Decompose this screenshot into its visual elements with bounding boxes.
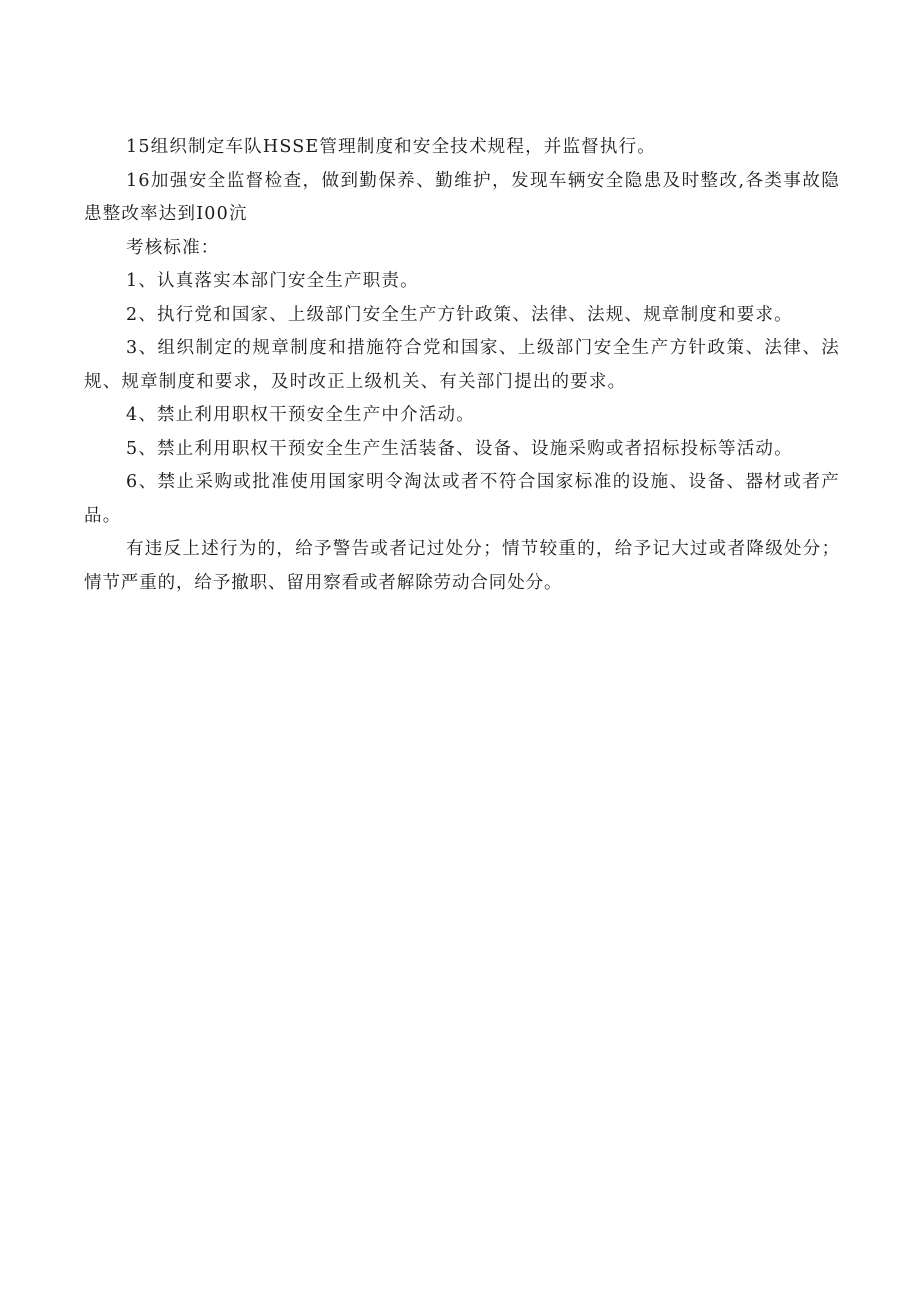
item-15: 15组织制定车队HSSE管理制度和安全技术规程，并监督执行。	[126, 137, 656, 157]
item-16: 16加强安全监督检查，做到勤保养、勤维护，发现车辆安全隐患及时整改,各类事故隐患整改率达到I00沆	[84, 170, 840, 224]
criteria-item-4: 4、禁止利用职权干预安全生产中介活动。	[126, 405, 475, 425]
criteria-item-3: 3、组织制定的规章制度和措施符合党和国家、上级部门安全生产方针政策、法律、法规、规章制度和要求，及时改正上级机关、有关部门提出的要求。	[84, 338, 840, 392]
criteria-item-6: 6、禁止采购或批准使用国家明令淘汰或者不符合国家标准的设施、设备、器材或者产品。	[84, 472, 840, 526]
criteria-item-2: 2、执行党和国家、上级部门安全生产方针政策、法律、法规、规章制度和要求。	[126, 304, 793, 325]
penalty-paragraph: 有违反上述行为的，给予警告或者记过处分；情节较重的，给予记大过或者降级处分；情节严重的，给予撤职、留用察看或者解除劳动合同处分。	[84, 539, 840, 593]
criteria-item-5: 5、禁止利用职权干预安全生产生活装备、设备、设施采购或者招标投标等活动。	[126, 438, 793, 459]
criteria-item-1: 1、认真落实本部门安全生产职责。	[126, 271, 419, 291]
document-page	[84, 131, 840, 600]
criteria-heading: 考核标准：	[126, 237, 220, 258]
